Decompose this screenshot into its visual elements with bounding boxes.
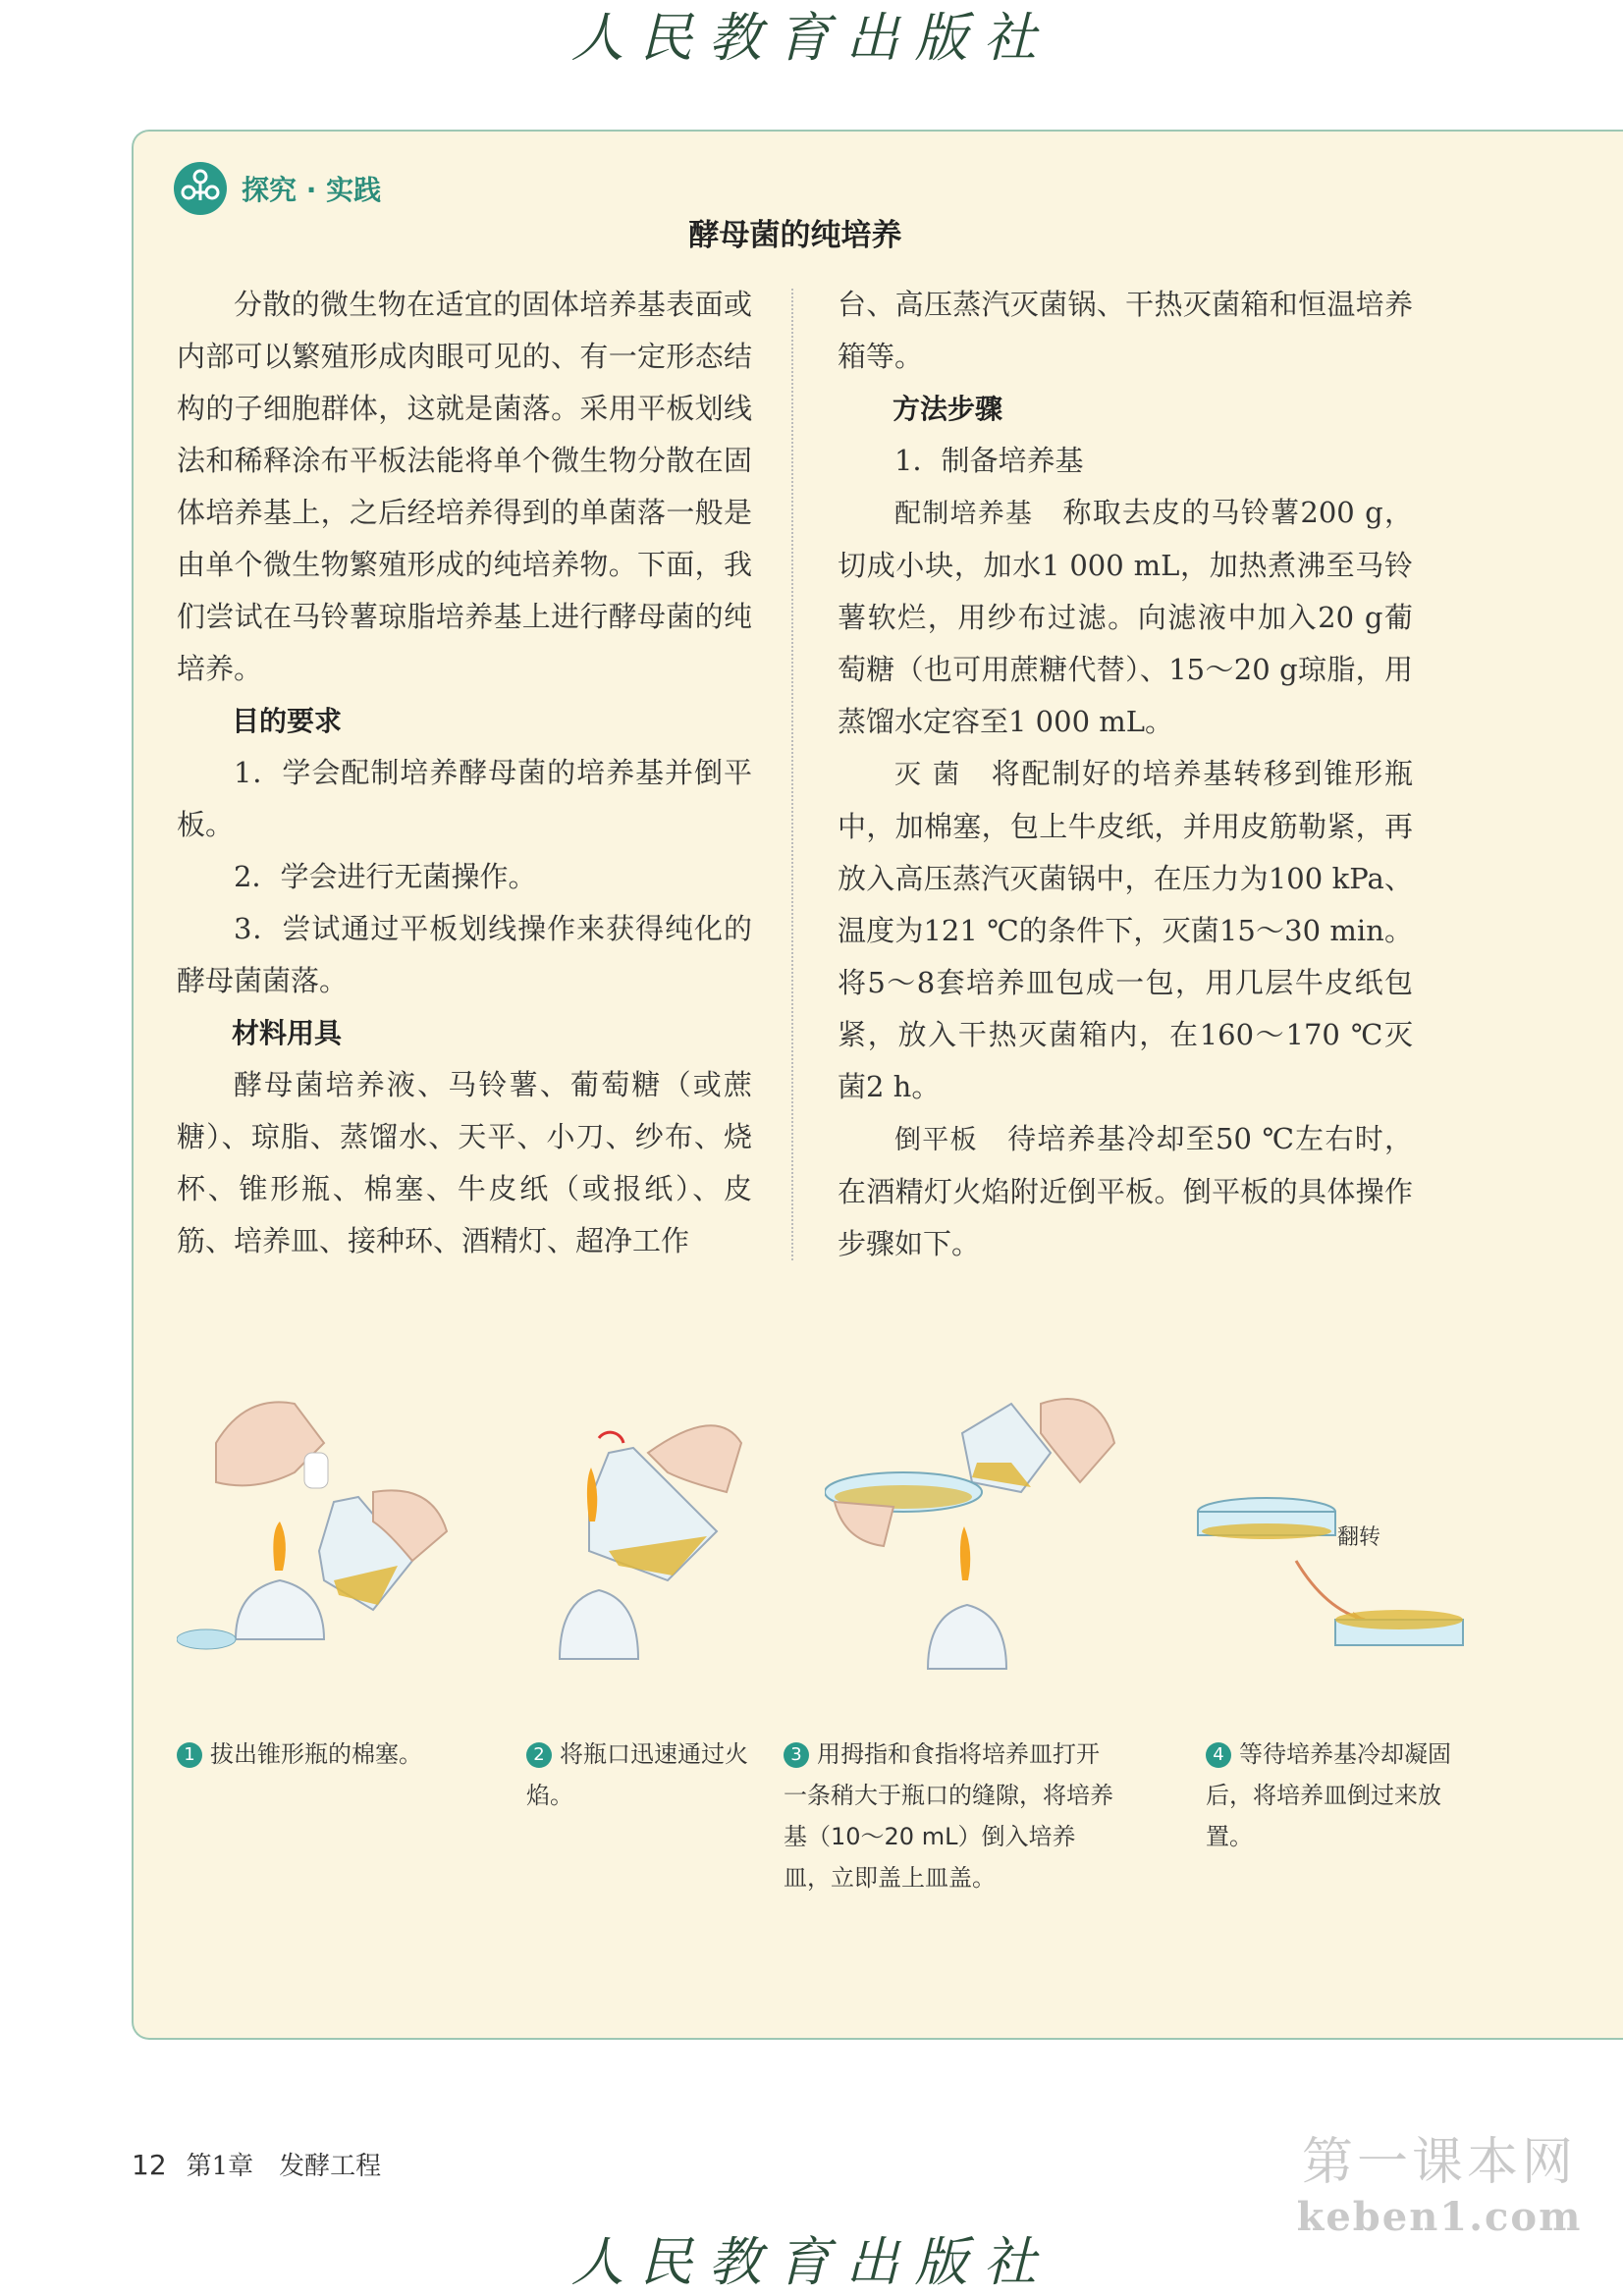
sterilize-text: 将配制好的培养基转移到锥形瓶中，加棉塞，包上牛皮纸，并用皮筋勒紧，再放入高压蒸汽灭菌锅中，在压力为100 kPa、温度为121 ℃的条件下，灭菌15～30 min。将5～8套培养皿包成一包，用几层牛皮纸包紧，放入干热灭菌箱内，在160～170 ℃灭菌2 h。 (838, 757, 1413, 1103)
goal-item: 2．学会进行无菌操作。 (234, 860, 537, 893)
prep-term: 配制培养基 (894, 499, 1034, 529)
left-column (177, 279, 752, 1267)
chapter-label: 第1章 发酵工程 (186, 2152, 382, 2181)
publisher-watermark-bottom: 人民教育出版社 (570, 2231, 1053, 2293)
intro-paragraph: 分散的微生物在适宜的固体培养基表面或内部可以繁殖形成肉眼可见的、有一定形态结构的子细胞群体，这就是菌落。采用平板划线法和稀释涂布平板法能将单个微生物分散在固体培养基上，之后经培养得到的单菌落一般是由单个微生物繁殖形成的纯培养物。下面，我们尝试在马铃薯琼脂培养基上进行酵母菌的纯培养。 (177, 288, 752, 685)
step-number: 3 (784, 1742, 809, 1768)
step-caption (784, 1734, 1121, 1898)
column-divider (791, 289, 793, 1260)
step-caption-text: 等待培养基冷却凝固后，将培养皿倒过来放置。 (1206, 1740, 1451, 1850)
explore-practice-icon (173, 161, 228, 216)
page-footer (132, 2146, 381, 2182)
materials-heading: 材料用具 (232, 1017, 343, 1049)
publisher-watermark-top: 人民教育出版社 (570, 7, 1053, 69)
step1-illustration (177, 1384, 452, 1679)
step-caption (526, 1734, 752, 1816)
step-number: 1 (177, 1742, 202, 1768)
sterilize-term: 灭 菌 (894, 760, 961, 790)
sterilize-paragraph (838, 748, 1413, 1113)
right-column (838, 279, 1413, 1270)
goals-heading: 目的要求 (232, 705, 343, 737)
materials-paragraph: 酵母菌培养液、马铃薯、葡萄糖（或蔗糖）、琼脂、蒸馏水、天平、小刀、纱布、烧杯、锥形瓶、棉塞、牛皮纸（或报纸）、皮筋、培养皿、接种环、酒精灯、超净工作 (177, 1068, 752, 1257)
page-number: 12 (132, 2149, 167, 2181)
step-caption-text: 用拇指和食指将培养皿打开一条稍大于瓶口的缝隙，将培养基（10～20 mL）倒入培养皿，立即盖上皿盖。 (784, 1740, 1113, 1892)
step-caption-text: 拔出锥形瓶的棉塞。 (210, 1740, 422, 1768)
pour-term: 倒平板 (894, 1125, 978, 1155)
pour-paragraph (838, 1113, 1413, 1270)
prep-text: 称取去皮的马铃薯200 g，切成小块，加水1 000 mL，加热煮沸至马铃薯软烂，用纱布过滤。向滤液中加入20 g葡萄糖（也可用蔗糖代替）、15～20 g琼脂，用蒸馏水定容至1 000 mL。 (838, 496, 1413, 738)
step2-illustration (530, 1384, 746, 1679)
section-tag (173, 159, 381, 218)
step-caption (177, 1734, 471, 1775)
site-watermark-cn: 第一课本网 (1301, 2133, 1577, 2192)
pour-text: 待培养基冷却至50 ℃左右时，在酒精灯火焰附近倒平板。倒平板的具体操作步骤如下。 (838, 1122, 1414, 1260)
step-caption (1206, 1734, 1471, 1857)
section-tag-label: 探究 · 实践 (242, 174, 382, 206)
site-watermark-en: keben1.com (1296, 2194, 1583, 2240)
step-number: 4 (1206, 1742, 1231, 1768)
step-number: 2 (526, 1742, 552, 1768)
goal-item: 3．尝试通过平板划线操作来获得纯化的酵母菌菌落。 (177, 912, 752, 997)
materials-continued: 台、高压蒸汽灭菌锅、干热灭菌箱和恒温培养箱等。 (838, 288, 1413, 373)
experiment-title: 酵母菌的纯培养 (688, 218, 902, 253)
step1-heading: 1．制备培养基 (894, 444, 1084, 477)
methods-heading: 方法步骤 (893, 393, 1003, 425)
step3-illustration (825, 1384, 1119, 1679)
step-caption-text: 将瓶口迅速通过火焰。 (526, 1740, 748, 1809)
goal-item: 1．学会配制培养酵母菌的培养基并倒平板。 (177, 756, 752, 841)
step4-illustration (1188, 1384, 1483, 1679)
prep-paragraph (838, 487, 1413, 748)
flip-label: 翻转 (1337, 1525, 1381, 1550)
